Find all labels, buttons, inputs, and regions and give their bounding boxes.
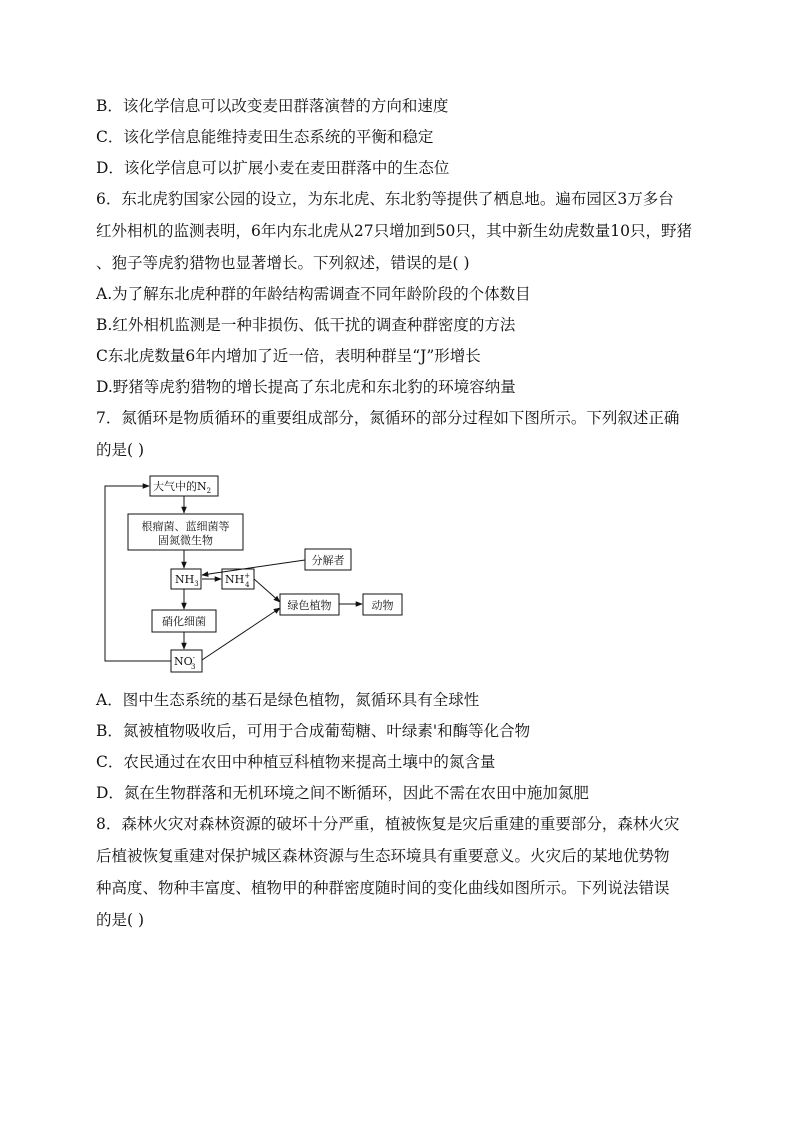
q6-stem-line3: 、狍子等虎豹猎物也显著增长。下列叙述，错误的是( ) [96,254,470,272]
q6-stem-line2: 红外相机的监测表明，6年内东北虎从27只增加到50只，其中新生幼虎数量10只，野猪 [96,222,693,240]
nh4-label: NH+ 4 [225,572,251,589]
q6-option-b: B.红外相机监测是一种非损伤、低干扰的调查种群密度的方法 [96,316,516,334]
q7-stem-line2: 的是( ) [96,441,145,459]
q6-option-d: D.野猪等虎豹猎物的增长提高了东北虎和东北豹的环境容纳量 [96,378,516,396]
q8-stem-line4: 的是( ) [96,911,145,929]
q5-option-d: D．该化学信息可以扩展小麦在麦田群落中的生态位 [96,159,450,177]
fixers-label-line2: 固氮微生物 [158,534,213,547]
nitrifier-label: 硝化细菌 [162,615,206,628]
q5-option-c: C．该化学信息能维持麦田生态系统的平衡和稳定 [96,128,434,146]
q8-stem-line2: 后植被恢复重建对保护城区森林资源与生态环境具有重要意义。火灾后的某地优势物 [96,847,670,865]
q7-option-a: A．图中生态系统的基石是绿色植物，氮循环具有全球性 [96,691,480,709]
q6-stem-line1: 6．东北虎豹国家公园的设立，为东北虎、东北豹等提供了栖息地。遍布园区3万多台 [96,190,674,208]
q7-option-d: D．氮在生物群落和无机环境之间不断循环，因此不需在农田中施加氮肥 [96,784,589,802]
nitrogen-cycle-diagram [100,472,410,677]
nh3-label: $NH_3$ [175,573,199,588]
n2-label: 大气中的$N_2$ [153,480,212,495]
q7-stem-line1: 7．氮循环是物质循环的重要组成部分，氮循环的部分过程如下图所示。下列叙述正确 [96,409,680,427]
plants-label: 绿色植物 [287,599,332,612]
q8-stem-line3: 种高度、物种丰富度、植物甲的种群密度随时间的变化曲线如图所示。下列说法错误 [96,879,670,897]
q6-option-a: A.为了解东北虎种群的年龄结构需调查不同年龄阶段的个体数目 [96,285,531,303]
q7-option-c: C．农民通过在农田中种植豆科植物来提高土壤中的氮含量 [96,753,496,771]
fixers-label-line1: 根瘤菌、蓝细菌等 [141,520,230,533]
decomposer-label: 分解者 [311,554,345,567]
q7-option-b: B．氮被植物吸收后，可用于合成葡萄糖、叶绿素'和酶等化合物 [96,722,531,740]
no3-label: NO-3 [174,654,196,671]
q5-option-b: B．该化学信息可以改变麦田群落演替的方向和速度 [96,97,449,115]
q8-stem-line1: 8．森林火灾对森林资源的破坏十分严重，植被恢复是灾后重建的重要部分，森林火灾 [96,815,680,833]
animals-label: 动物 [371,599,394,612]
q6-option-c: C东北虎数量6年内增加了近一倍，表明种群呈“J”形增长 [96,347,481,365]
